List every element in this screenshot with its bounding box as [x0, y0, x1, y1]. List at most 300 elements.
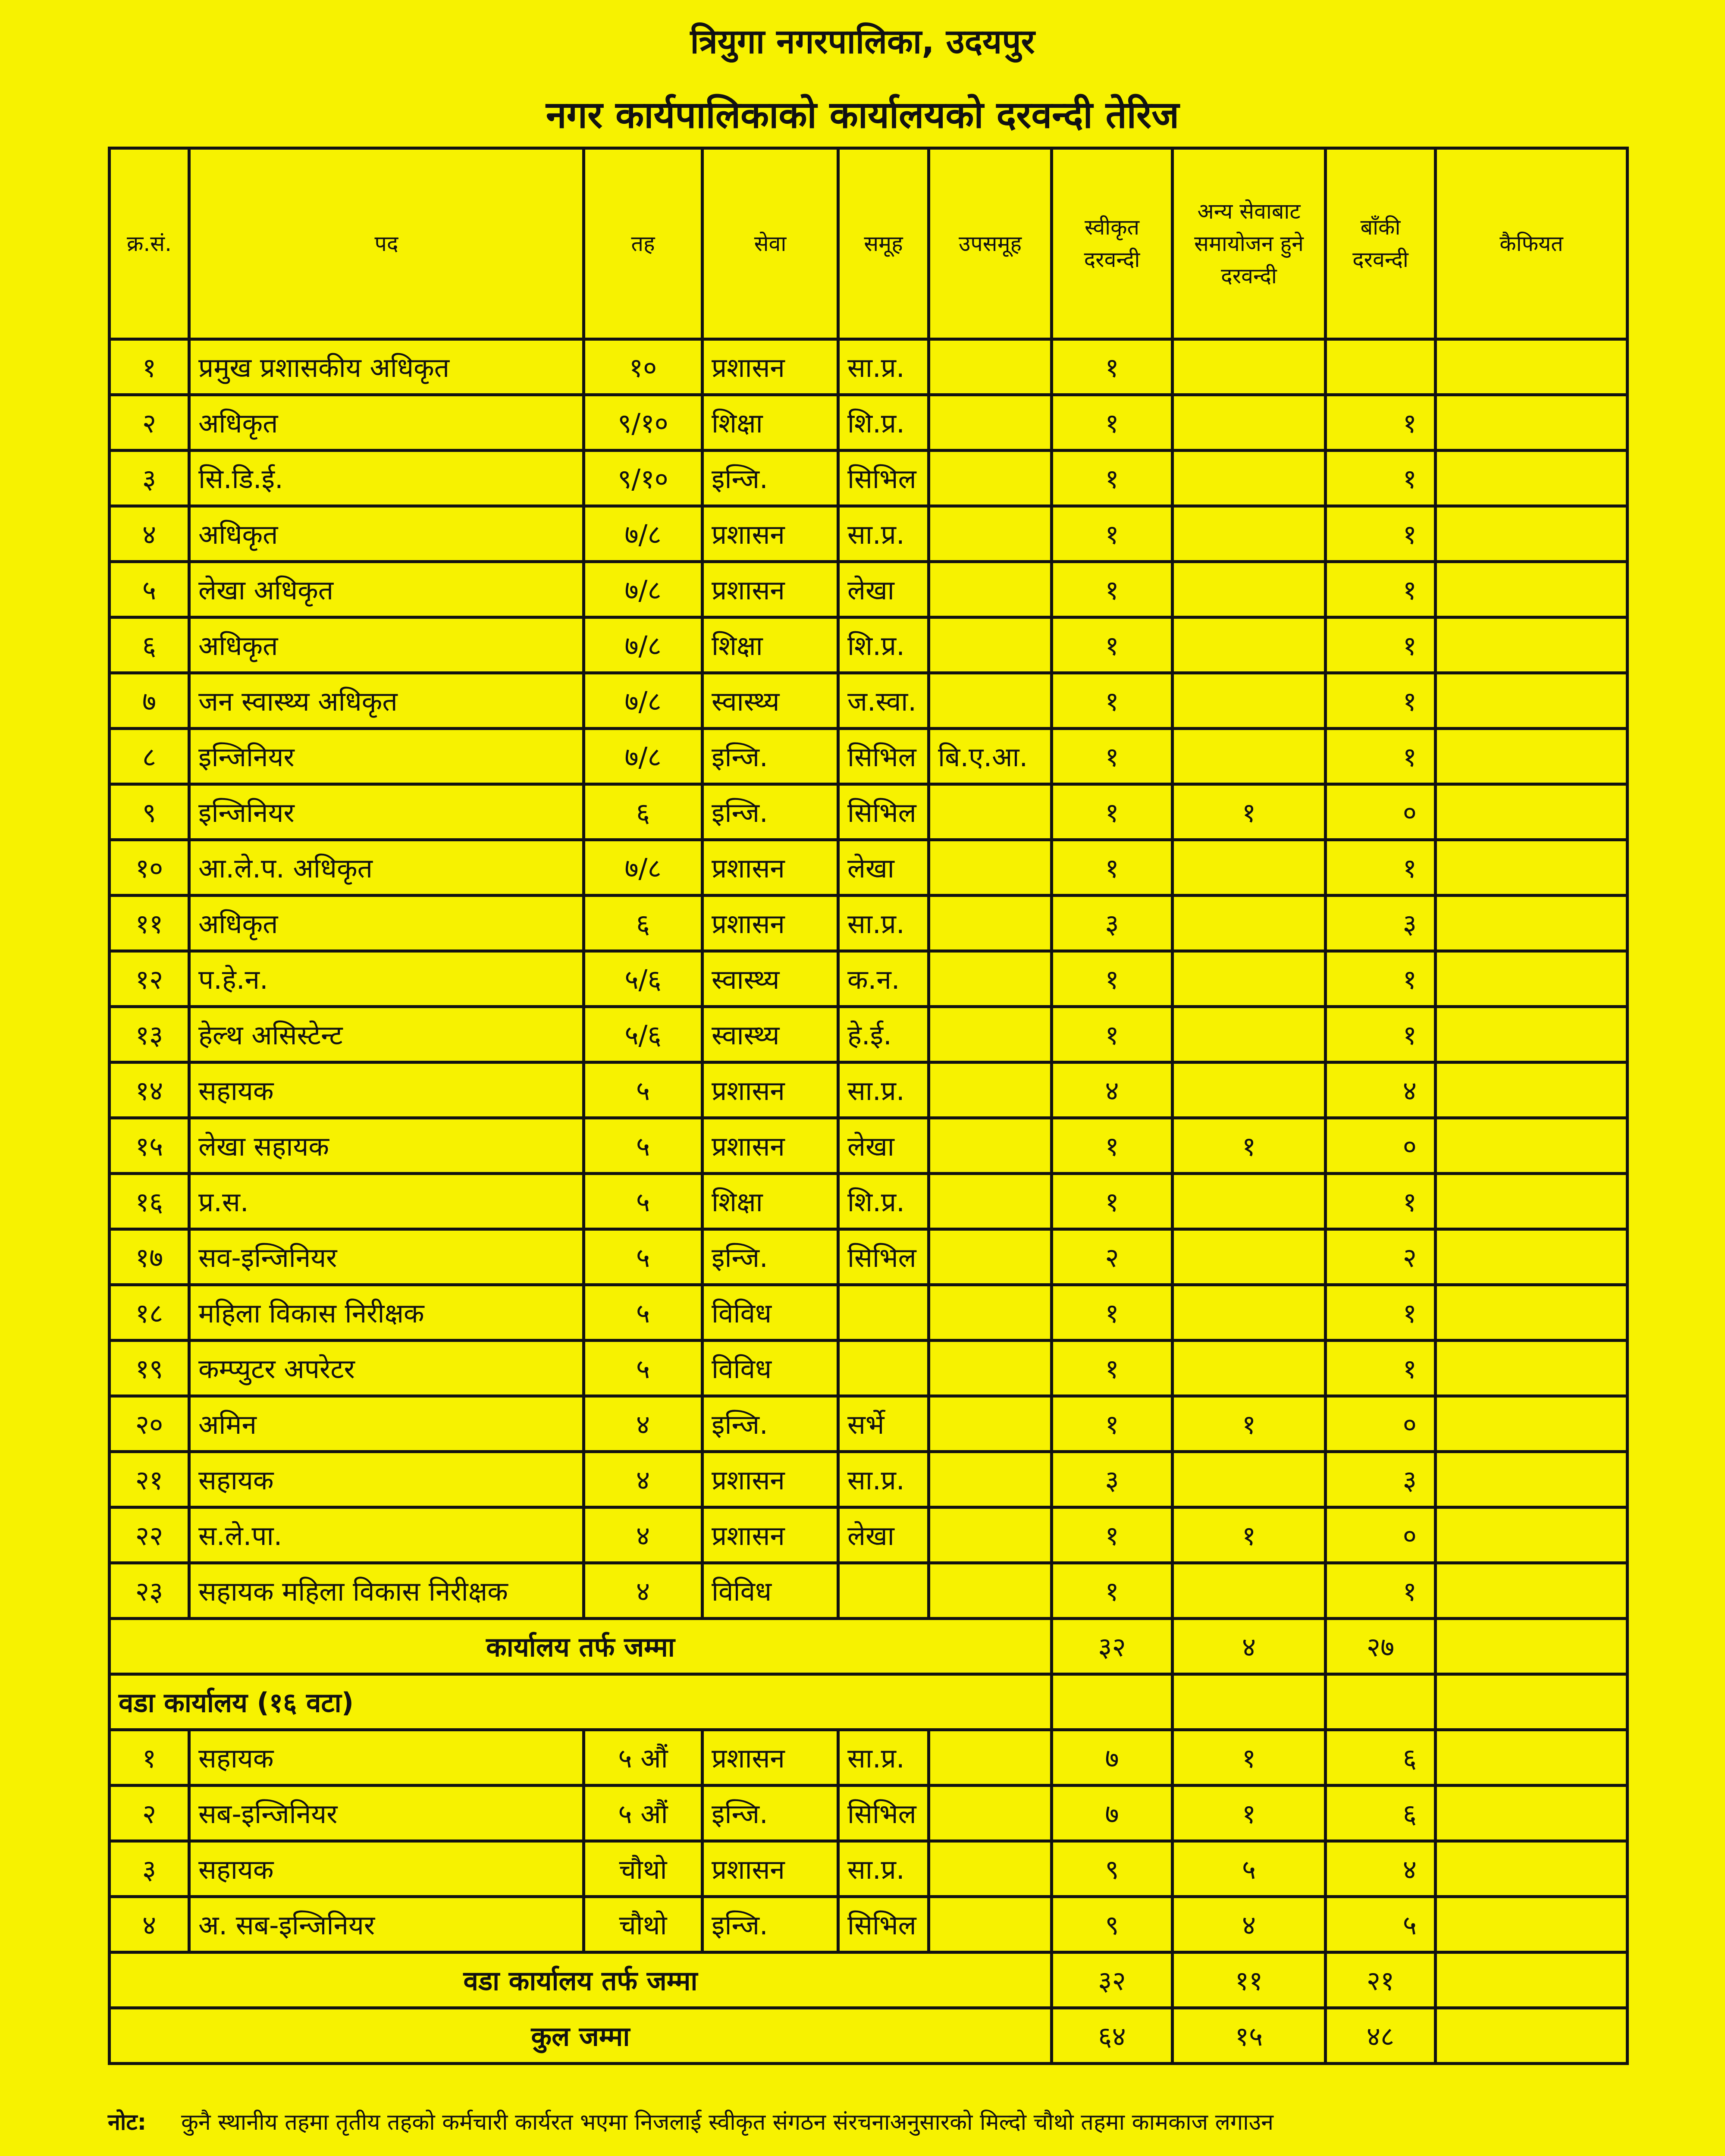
office-cell-level: ६ [584, 784, 703, 840]
ward-total-adjusted: ११ [1173, 1952, 1326, 2008]
office-cell-group: शि.प्र. [838, 395, 929, 451]
office-cell-service: विविध [703, 1341, 838, 1396]
office-cell-approved: १ [1052, 1007, 1173, 1062]
office-cell-group: सा.प्र. [838, 1062, 929, 1118]
office-row [110, 1229, 1628, 1285]
office-cell-post: सहायक [189, 1062, 584, 1118]
office-cell-sn: १० [110, 840, 189, 896]
grand-total-row [110, 2008, 1628, 2064]
office-cell-remaining: १ [1326, 1174, 1436, 1229]
office-cell-approved: १ [1052, 562, 1173, 617]
office-cell-subgroup [929, 1229, 1052, 1285]
office-cell-remaining: १ [1326, 562, 1436, 617]
office-cell-post: इन्जिनियर [189, 784, 584, 840]
ward-cell-sn: ४ [110, 1897, 189, 1952]
office-cell-subgroup [929, 339, 1052, 395]
office-cell-remaining: ० [1326, 1118, 1436, 1174]
office-row [110, 1062, 1628, 1118]
office-cell-post: जन स्वास्थ्य अधिकृत [189, 673, 584, 729]
grand-total-remarks [1436, 2008, 1628, 2064]
office-cell-level: ५ [584, 1062, 703, 1118]
ward-cell-approved: ९ [1052, 1841, 1173, 1897]
office-cell-group: ज.स्वा. [838, 673, 929, 729]
ward-cell-post: सहायक [189, 1730, 584, 1786]
office-cell-post: इन्जिनियर [189, 729, 584, 784]
office-cell-remarks [1436, 729, 1628, 784]
office-cell-adjusted: १ [1173, 1507, 1326, 1563]
office-cell-service: विविध [703, 1285, 838, 1341]
office-cell-approved: १ [1052, 784, 1173, 840]
office-cell-post: आ.ले.प. अधिकृत [189, 840, 584, 896]
office-row [110, 840, 1628, 896]
table-header-row [110, 148, 1628, 339]
office-cell-remarks [1436, 506, 1628, 562]
grand-total-adjusted: १५ [1173, 2008, 1326, 2064]
office-cell-remaining: २ [1326, 1229, 1436, 1285]
office-cell-sn: ४ [110, 506, 189, 562]
office-cell-approved: ४ [1052, 1062, 1173, 1118]
note-label: नोट: [108, 2109, 147, 2135]
office-cell-approved: १ [1052, 451, 1173, 506]
office-cell-adjusted [1173, 506, 1326, 562]
ward-cell-adjusted: १ [1173, 1786, 1326, 1841]
office-cell-service: प्रशासन [703, 562, 838, 617]
ward-cell-group: सा.प्र. [838, 1841, 929, 1897]
office-cell-service: इन्जि. [703, 1229, 838, 1285]
office-cell-adjusted [1173, 1229, 1326, 1285]
office-cell-sn: ८ [110, 729, 189, 784]
office-cell-service: प्रशासन [703, 1118, 838, 1174]
office-cell-group: सिभिल [838, 451, 929, 506]
office-cell-subgroup [929, 506, 1052, 562]
office-cell-approved: १ [1052, 1118, 1173, 1174]
office-cell-subgroup: बि.ए.आ. [929, 729, 1052, 784]
office-cell-subgroup [929, 1341, 1052, 1396]
office-cell-remarks [1436, 784, 1628, 840]
office-cell-level: १० [584, 339, 703, 395]
office-cell-remarks [1436, 1507, 1628, 1563]
office-cell-remaining: ० [1326, 1396, 1436, 1452]
office-cell-level: ५/६ [584, 951, 703, 1007]
office-cell-remarks [1436, 617, 1628, 673]
col-sn: क्र.सं. [110, 148, 189, 339]
office-cell-sn: १ [110, 339, 189, 395]
ward-cell-approved: ९ [1052, 1897, 1173, 1952]
office-cell-remaining: ४ [1326, 1062, 1436, 1118]
office-cell-remaining: १ [1326, 1285, 1436, 1341]
ward-cell-remaining: ५ [1326, 1897, 1436, 1952]
office-cell-subgroup [929, 1174, 1052, 1229]
office-cell-level: ४ [584, 1452, 703, 1507]
col-service: सेवा [703, 148, 838, 339]
office-cell-remaining: ० [1326, 784, 1436, 840]
ward-section-label: वडा कार्यालय (१६ वटा) [110, 1674, 1052, 1730]
office-cell-sn: १३ [110, 1007, 189, 1062]
office-cell-approved: १ [1052, 395, 1173, 451]
office-cell-group: सिभिल [838, 729, 929, 784]
office-cell-group: लेखा [838, 562, 929, 617]
office-cell-remarks [1436, 339, 1628, 395]
ward-row [110, 1730, 1628, 1786]
office-cell-level: ४ [584, 1396, 703, 1452]
office-cell-subgroup [929, 1062, 1052, 1118]
office-cell-service: इन्जि. [703, 1396, 838, 1452]
ward-cell-remaining: ६ [1326, 1786, 1436, 1841]
ward-cell-remaining: ६ [1326, 1730, 1436, 1786]
document-title: नगर कार्यपालिकाको कार्यालयको दरवन्दी तेरिज [546, 94, 1179, 137]
office-row [110, 617, 1628, 673]
ward-row [110, 1897, 1628, 1952]
ward-cell-sn: ३ [110, 1841, 189, 1897]
office-cell-service: विविध [703, 1563, 838, 1619]
office-cell-remaining: १ [1326, 840, 1436, 896]
office-cell-group: सा.प्र. [838, 506, 929, 562]
ward-cell-subgroup [929, 1897, 1052, 1952]
office-cell-post: महिला विकास निरीक्षक [189, 1285, 584, 1341]
office-cell-sn: ५ [110, 562, 189, 617]
office-row [110, 729, 1628, 784]
office-cell-subgroup [929, 562, 1052, 617]
office-cell-approved: ३ [1052, 1452, 1173, 1507]
office-cell-post: सहायक [189, 1452, 584, 1507]
office-cell-approved: १ [1052, 729, 1173, 784]
office-cell-remaining: १ [1326, 617, 1436, 673]
office-cell-sn: ११ [110, 896, 189, 951]
office-cell-remaining: १ [1326, 1563, 1436, 1619]
office-cell-post: सि.डि.ई. [189, 451, 584, 506]
ward-cell-subgroup [929, 1841, 1052, 1897]
office-cell-adjusted [1173, 673, 1326, 729]
office-cell-subgroup [929, 784, 1052, 840]
ward-cell-remarks [1436, 1897, 1628, 1952]
office-cell-group: सा.प्र. [838, 896, 929, 951]
office-cell-adjusted: १ [1173, 1118, 1326, 1174]
office-cell-remarks [1436, 951, 1628, 1007]
office-cell-remaining: ३ [1326, 1452, 1436, 1507]
grand-total-remaining: ४८ [1326, 2008, 1436, 2064]
office-cell-level: ७/८ [584, 840, 703, 896]
office-cell-service: प्रशासन [703, 506, 838, 562]
ward-cell-level: चौथो [584, 1841, 703, 1897]
ward-cell-service: इन्जि. [703, 1786, 838, 1841]
office-cell-remaining: १ [1326, 729, 1436, 784]
office-cell-level: ७/८ [584, 729, 703, 784]
ward-total-remaining: २१ [1326, 1952, 1436, 2008]
office-cell-remarks [1436, 1118, 1628, 1174]
col-post: पद [189, 148, 584, 339]
office-cell-service: शिक्षा [703, 395, 838, 451]
office-cell-level: ४ [584, 1507, 703, 1563]
office-cell-group: हे.ई. [838, 1007, 929, 1062]
office-cell-post: कम्प्युटर अपरेटर [189, 1341, 584, 1396]
office-cell-sn: ६ [110, 617, 189, 673]
ward-total-approved: ३२ [1052, 1952, 1173, 2008]
office-cell-level: ६ [584, 896, 703, 951]
office-cell-approved: १ [1052, 1507, 1173, 1563]
office-cell-subgroup [929, 896, 1052, 951]
office-cell-adjusted [1173, 395, 1326, 451]
office-row [110, 1007, 1628, 1062]
office-cell-remarks [1436, 1174, 1628, 1229]
ward-row [110, 1841, 1628, 1897]
office-cell-remaining: १ [1326, 451, 1436, 506]
office-cell-post: अधिकृत [189, 395, 584, 451]
office-cell-remaining: १ [1326, 1007, 1436, 1062]
office-cell-approved: १ [1052, 1341, 1173, 1396]
office-cell-level: ५ [584, 1118, 703, 1174]
col-adjusted: अन्य सेवाबाट समायोजन हुने दरवन्दी [1173, 148, 1326, 339]
office-cell-level: ७/८ [584, 506, 703, 562]
office-cell-post: अधिकृत [189, 617, 584, 673]
office-cell-group: लेखा [838, 1507, 929, 1563]
office-cell-adjusted [1173, 562, 1326, 617]
office-cell-remaining: १ [1326, 506, 1436, 562]
office-cell-level: ९/१० [584, 451, 703, 506]
office-cell-adjusted [1173, 729, 1326, 784]
office-cell-service: स्वास्थ्य [703, 673, 838, 729]
office-total-remarks [1436, 1619, 1628, 1674]
office-cell-service: प्रशासन [703, 339, 838, 395]
office-cell-group: सर्भे [838, 1396, 929, 1452]
office-cell-adjusted: १ [1173, 784, 1326, 840]
col-remarks: कैफियत [1436, 148, 1628, 339]
office-cell-sn: २२ [110, 1507, 189, 1563]
office-cell-approved: १ [1052, 339, 1173, 395]
office-cell-group: शि.प्र. [838, 617, 929, 673]
office-cell-remarks [1436, 1341, 1628, 1396]
office-cell-approved: १ [1052, 673, 1173, 729]
office-cell-service: प्रशासन [703, 1507, 838, 1563]
office-cell-post: अमिन [189, 1396, 584, 1452]
office-cell-level: ५/६ [584, 1007, 703, 1062]
ward-cell-group: सिभिल [838, 1786, 929, 1841]
office-cell-remarks [1436, 1007, 1628, 1062]
office-cell-group: सा.प्र. [838, 339, 929, 395]
office-cell-sn: २३ [110, 1563, 189, 1619]
office-cell-adjusted [1173, 339, 1326, 395]
office-cell-adjusted [1173, 617, 1326, 673]
office-cell-sn: १२ [110, 951, 189, 1007]
office-cell-subgroup [929, 451, 1052, 506]
ward-cell-subgroup [929, 1730, 1052, 1786]
office-cell-post: लेखा अधिकृत [189, 562, 584, 617]
office-cell-post: प्रमुख प्रशासकीय अधिकृत [189, 339, 584, 395]
office-row [110, 1507, 1628, 1563]
office-cell-group: सिभिल [838, 784, 929, 840]
office-cell-sn: २१ [110, 1452, 189, 1507]
office-cell-approved: १ [1052, 1174, 1173, 1229]
ward-cell-post: सहायक [189, 1841, 584, 1897]
ward-cell-remarks [1436, 1786, 1628, 1841]
ward-cell-level: ५ औं [584, 1730, 703, 1786]
office-cell-remarks [1436, 1062, 1628, 1118]
office-cell-remarks [1436, 395, 1628, 451]
office-cell-subgroup [929, 1118, 1052, 1174]
office-cell-subgroup [929, 1285, 1052, 1341]
office-cell-subgroup [929, 1396, 1052, 1452]
office-cell-post: लेखा सहायक [189, 1118, 584, 1174]
office-cell-service: इन्जि. [703, 729, 838, 784]
office-cell-subgroup [929, 617, 1052, 673]
office-cell-level: ७/८ [584, 617, 703, 673]
office-row [110, 951, 1628, 1007]
office-cell-service: इन्जि. [703, 784, 838, 840]
ward-total-row [110, 1952, 1628, 2008]
office-cell-remarks [1436, 1563, 1628, 1619]
office-row [110, 896, 1628, 951]
office-cell-service: शिक्षा [703, 1174, 838, 1229]
ward-cell-subgroup [929, 1786, 1052, 1841]
office-cell-subgroup [929, 1563, 1052, 1619]
office-cell-sn: १५ [110, 1118, 189, 1174]
office-cell-subgroup [929, 673, 1052, 729]
office-cell-adjusted [1173, 1452, 1326, 1507]
office-cell-remarks [1436, 840, 1628, 896]
col-remaining: बाँकी दरवन्दी [1326, 148, 1436, 339]
office-cell-adjusted [1173, 896, 1326, 951]
ward-cell-approved: ७ [1052, 1730, 1173, 1786]
office-cell-subgroup [929, 1007, 1052, 1062]
office-cell-group: सिभिल [838, 1229, 929, 1285]
ward-row [110, 1786, 1628, 1841]
office-cell-group [838, 1285, 929, 1341]
ward-cell-group: सिभिल [838, 1897, 929, 1952]
office-cell-remarks [1436, 1396, 1628, 1452]
ward-cell-service: प्रशासन [703, 1841, 838, 1897]
ward-cell-adjusted: ५ [1173, 1841, 1326, 1897]
office-cell-service: प्रशासन [703, 896, 838, 951]
office-cell-approved: १ [1052, 1285, 1173, 1341]
office-row [110, 1285, 1628, 1341]
col-group: समूह [838, 148, 929, 339]
office-cell-adjusted [1173, 1341, 1326, 1396]
office-cell-level: ७/८ [584, 673, 703, 729]
ward-cell-adjusted: ४ [1173, 1897, 1326, 1952]
office-row [110, 784, 1628, 840]
note-line [108, 2150, 1617, 2156]
office-cell-remaining: १ [1326, 1341, 1436, 1396]
office-cell-service: प्रशासन [703, 840, 838, 896]
office-cell-service: शिक्षा [703, 617, 838, 673]
office-cell-approved: २ [1052, 1229, 1173, 1285]
office-row [110, 562, 1628, 617]
office-cell-sn: १४ [110, 1062, 189, 1118]
office-total-row [110, 1619, 1628, 1674]
office-cell-level: ५ [584, 1341, 703, 1396]
office-cell-subgroup [929, 1507, 1052, 1563]
office-total-label: कार्यालय तर्फ जम्मा [110, 1619, 1052, 1674]
grand-total-approved: ६४ [1052, 2008, 1173, 2064]
office-cell-post: अधिकृत [189, 896, 584, 951]
office-total-remaining: २७ [1326, 1619, 1436, 1674]
ward-cell-level: चौथो [584, 1897, 703, 1952]
office-cell-post: प.हे.न. [189, 951, 584, 1007]
office-row [110, 1396, 1628, 1452]
office-cell-remaining: १ [1326, 951, 1436, 1007]
ward-cell-remarks [1436, 1841, 1628, 1897]
office-cell-remarks [1436, 896, 1628, 951]
office-cell-adjusted: १ [1173, 1396, 1326, 1452]
office-cell-post: स.ले.पा. [189, 1507, 584, 1563]
office-cell-approved: १ [1052, 951, 1173, 1007]
office-cell-remaining: ० [1326, 1507, 1436, 1563]
office-cell-level: ९/१० [584, 395, 703, 451]
col-subgroup: उपसमूह [929, 148, 1052, 339]
office-cell-service: स्वास्थ्य [703, 951, 838, 1007]
office-cell-service: इन्जि. [703, 451, 838, 506]
office-row [110, 506, 1628, 562]
office-cell-remarks [1436, 1229, 1628, 1285]
office-cell-approved: ३ [1052, 896, 1173, 951]
office-row [110, 395, 1628, 451]
office-total-adjusted: ४ [1173, 1619, 1326, 1674]
col-level: तह [584, 148, 703, 339]
office-cell-adjusted [1173, 1563, 1326, 1619]
note-line: कुनै स्थानीय तहमा तृतीय तहको कर्मचारी कार्यरत भएमा निजलाई स्वीकृत संगठन संरचनाअनुसारको मिल्दो चौथो तहमा कामकाज लगाउन [181, 2109, 1274, 2135]
office-cell-group: लेखा [838, 840, 929, 896]
office-cell-sn: २ [110, 395, 189, 451]
ward-total-label: वडा कार्यालय तर्फ जम्मा [110, 1952, 1052, 2008]
office-cell-remaining: १ [1326, 673, 1436, 729]
office-cell-sn: ७ [110, 673, 189, 729]
office-row [110, 1452, 1628, 1507]
office-cell-service: स्वास्थ्य [703, 1007, 838, 1062]
office-cell-service: प्रशासन [703, 1452, 838, 1507]
office-cell-subgroup [929, 840, 1052, 896]
ward-cell-level: ५ औं [584, 1786, 703, 1841]
office-cell-level: ५ [584, 1285, 703, 1341]
org-name: त्रियुगा नगरपालिका, उदयपुर [690, 22, 1035, 61]
office-cell-adjusted [1173, 1062, 1326, 1118]
office-cell-sn: १८ [110, 1285, 189, 1341]
office-row [110, 1118, 1628, 1174]
ward-total-remarks [1436, 1952, 1628, 2008]
office-cell-adjusted [1173, 1174, 1326, 1229]
office-cell-remaining [1326, 339, 1436, 395]
office-cell-post: सव-इन्जिनियर [189, 1229, 584, 1285]
office-cell-remarks [1436, 1452, 1628, 1507]
office-cell-level: ५ [584, 1229, 703, 1285]
ward-section-row [110, 1674, 1628, 1730]
grand-total-label: कुल जम्मा [110, 2008, 1052, 2064]
office-cell-approved: १ [1052, 1563, 1173, 1619]
col-approved: स्वीकृत दरवन्दी [1052, 148, 1173, 339]
office-cell-sn: ९ [110, 784, 189, 840]
office-row [110, 451, 1628, 506]
office-cell-service: प्रशासन [703, 1062, 838, 1118]
ward-cell-group: सा.प्र. [838, 1730, 929, 1786]
staffing-table [108, 147, 1629, 2065]
office-cell-group: लेखा [838, 1118, 929, 1174]
office-cell-remarks [1436, 673, 1628, 729]
ward-cell-approved: ७ [1052, 1786, 1173, 1841]
office-cell-group: क.न. [838, 951, 929, 1007]
office-cell-approved: १ [1052, 840, 1173, 896]
office-cell-adjusted [1173, 840, 1326, 896]
office-cell-remaining: १ [1326, 395, 1436, 451]
office-cell-post: हेल्थ असिस्टेन्ट [189, 1007, 584, 1062]
office-cell-adjusted [1173, 951, 1326, 1007]
ward-cell-remaining: ४ [1326, 1841, 1436, 1897]
office-cell-remarks [1436, 451, 1628, 506]
office-row [110, 1341, 1628, 1396]
ward-cell-sn: २ [110, 1786, 189, 1841]
office-cell-approved: १ [1052, 617, 1173, 673]
office-row [110, 1563, 1628, 1619]
ward-cell-post: अ. सब-इन्जिनियर [189, 1897, 584, 1952]
ward-cell-remarks [1436, 1730, 1628, 1786]
office-cell-post: प्र.स. [189, 1174, 584, 1229]
